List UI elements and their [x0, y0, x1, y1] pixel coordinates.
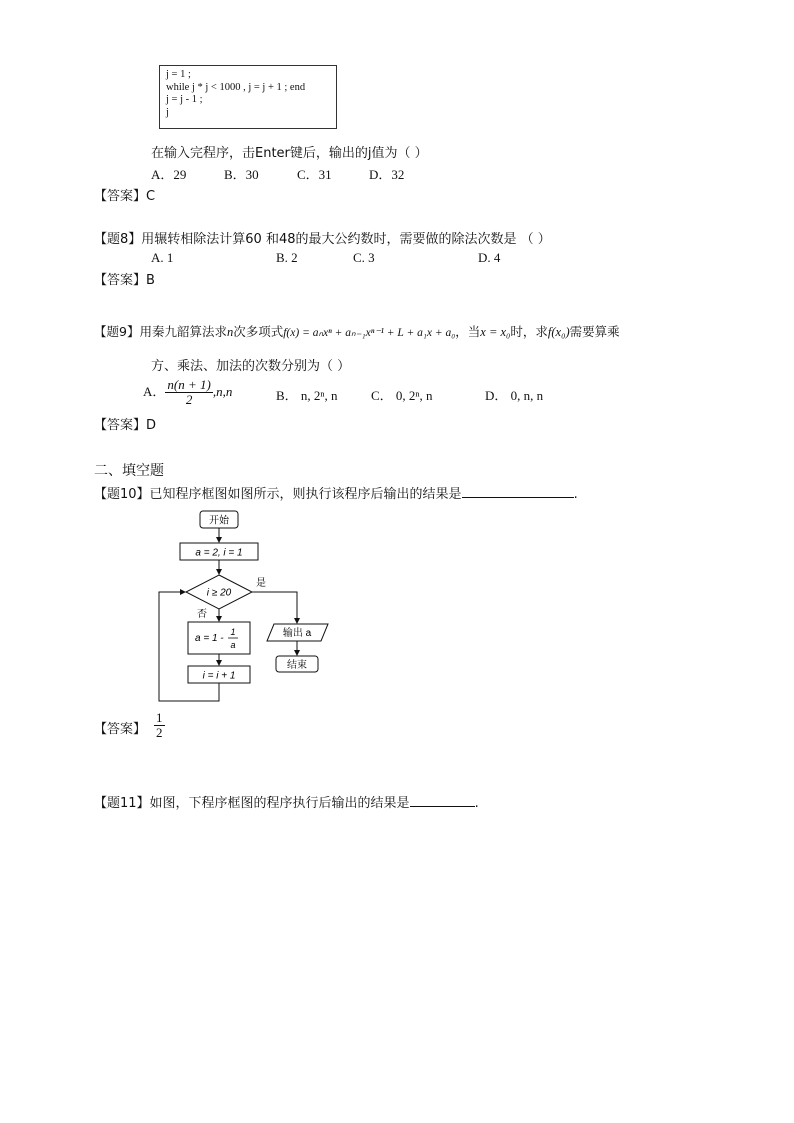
q10-question: [94, 483, 578, 502]
question-text: 次多项式: [233, 324, 284, 339]
question-label: 【题8】: [94, 232, 142, 247]
answer-value: C: [146, 189, 156, 204]
flowchart: [150, 505, 350, 710]
code-line: j = j - 1 ;: [166, 94, 203, 105]
fraction-numerator: n(n + 1): [167, 377, 211, 392]
question-text: 已知程序框图如图所示，则执行该程序后输出的结果是: [149, 487, 462, 502]
q9-option-a: [143, 378, 232, 407]
q7-answer: [94, 185, 155, 204]
q8-option-c: C. 3: [353, 250, 375, 265]
option-a-fraction: [165, 378, 212, 407]
end-label: 结束: [287, 660, 307, 671]
yes-arrow: [252, 592, 297, 623]
question-text: 需要算乘: [569, 324, 620, 339]
q9-option-c: C． 0, 2ⁿ, n: [371, 388, 433, 403]
assign-label: a = 1 -: [195, 633, 224, 644]
question-text: 时，求: [510, 324, 548, 339]
init-label: a = 2, i = 1: [195, 547, 243, 559]
q8-option-d: D. 4: [478, 250, 501, 265]
q7-option-c: C．31: [297, 167, 332, 182]
q7-option-a: A．29: [151, 167, 187, 182]
output-label: 输出 a: [282, 628, 312, 639]
increment-label: i = i + 1: [202, 670, 236, 682]
answer-blank: [462, 485, 574, 498]
section-heading: 二、填空题: [94, 463, 164, 479]
period: .: [573, 487, 578, 502]
option-prefix: A．: [143, 384, 166, 399]
answer-label: 【答案】: [94, 189, 147, 204]
q8-question: [94, 228, 551, 247]
fraction-numerator: 1: [156, 710, 163, 725]
fraction-denominator: 2: [156, 725, 163, 740]
assign-numerator: 1: [230, 627, 236, 637]
period: .: [474, 796, 479, 811]
assign-denominator: a: [230, 640, 236, 650]
q10-answer-fraction: [154, 711, 165, 740]
q7-option-d: D．32: [369, 167, 405, 182]
question-label: 【题10】: [94, 487, 150, 502]
q10-answer: [94, 718, 146, 737]
q9-option-b: B． n, 2ⁿ, n: [276, 388, 338, 403]
math-n: n: [226, 325, 234, 339]
question-text: 用秦九韶算法求: [139, 324, 227, 339]
answer-label: 【答案】: [94, 418, 147, 433]
answer-blank: [410, 794, 475, 807]
start-label: 开始: [209, 515, 229, 527]
q9-option-d: D． 0, n, n: [485, 388, 544, 403]
code-line: while j * j < 1000 , j = j + 1 ; end: [166, 81, 306, 93]
q8-answer: [94, 269, 155, 288]
no-label: 否: [197, 609, 207, 620]
condition: x = x₀: [480, 325, 511, 339]
question-text: 用辗转相除法计算60 和48的最大公约数时，需要做的除法次数是 （ ）: [141, 232, 551, 247]
q8-option-b: B. 2: [276, 250, 298, 265]
q9-question-line2: 方、乘法、加法的次数分别为（ ）: [151, 359, 351, 374]
code-line: j: [166, 106, 169, 118]
answer-label: 【答案】: [94, 722, 147, 737]
polynomial: f(x) = aₙxⁿ + aₙ₋₁xⁿ⁻¹ + L + a₁x + a₀: [283, 327, 456, 339]
f-x0: f(x₀): [547, 325, 570, 339]
answer-label: 【答案】: [94, 273, 147, 288]
question-label: 【题11】: [94, 796, 150, 811]
q11-question: [94, 792, 479, 811]
code-box: [159, 65, 337, 129]
q9-question: [94, 322, 620, 340]
option-tail: ,n,n: [212, 384, 233, 399]
q7-option-b: B．30: [224, 167, 259, 182]
code-line: j = 1 ;: [166, 69, 191, 80]
q8-option-a: A. 1: [151, 250, 174, 265]
answer-value: D: [146, 418, 157, 433]
question-label: 【题9】: [94, 324, 140, 339]
fraction-denominator: 2: [185, 392, 193, 407]
question-text: ，当: [455, 324, 481, 339]
yes-label: 是: [256, 578, 266, 589]
condition-label: i ≥ 20: [206, 587, 232, 599]
q9-answer: [94, 414, 156, 433]
q7-question-text: 在输入完程序，击Enter键后，输出的j值为（ ）: [151, 146, 428, 161]
answer-value: B: [146, 273, 155, 288]
question-text: 如图，下程序框图的程序执行后输出的结果是: [149, 796, 410, 811]
